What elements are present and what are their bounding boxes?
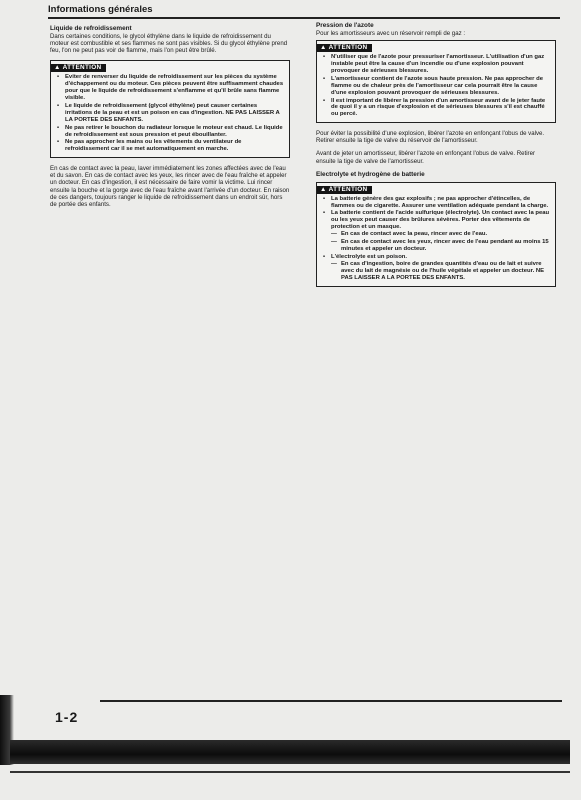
warning-label: ATTENTION (62, 64, 102, 72)
header-rule (48, 17, 560, 19)
page-header-title: Informations générales (48, 4, 153, 15)
valve-paragraph: Pour éviter la possibilité d'une explosion, libérer l'azote en enfonçant l'obus de valve. Retirer ensuite la tige de valve du réservoir de l'amortisseur. (316, 130, 545, 145)
warning-header (317, 44, 372, 52)
battery-section-title: Electrolyte et hydrogène de batterie (316, 170, 425, 178)
coolant-warning-list (55, 74, 285, 153)
battery-warning-item (331, 254, 551, 282)
coolant-warning-item: • Le liquide de refroidissement (glycol éthylène) peut causer certaines irritations de la peau et est un poison en cas d'ingestion. NE PAS LAISSER A LA PORTEE DES ENFANTS. (65, 103, 285, 124)
battery-warning-item-text: L'électrolyte est un poison. (331, 253, 408, 260)
coolant-warning-item: • Eviter de renverser du liquide de refroidissement sur les pièces du système d'échappement ou du moteur. Ces pièces peuvent être suffisamment chaudes pour que le liquide de refroidissement s'enflamme et qu'il brûle sans flamme visible. (65, 74, 285, 102)
nitrogen-warning-item: • N'utiliser que de l'azote pour pressuriser l'amortisseur. L'utilisation d'un gaz instable peut être la cause d'un incendie ou d'une explosion pouvant provoquer de sérieuses blessures. (331, 54, 551, 75)
battery-warning-item-text: La batterie contient de l'acide sulfurique (électrolyte). Un contact avec la peau ou les yeux peut causer des brûlures sévères. Porter des vêtements de protection et un masque. (331, 210, 550, 231)
footer-bottom-rule (10, 771, 570, 773)
right-column (316, 22, 556, 294)
warning-label: ATTENTION (328, 185, 368, 193)
battery-warning-item (331, 210, 551, 252)
battery-warning-sublist (331, 261, 551, 282)
nitrogen-section-title: Pression de l'azote (316, 22, 374, 29)
warning-header (317, 186, 372, 194)
discard-paragraph: Avant de jeter un amortisseur, libérer l'azote en enfonçant l'obus de valve. Retirer ensuite la tige de valve de l'amortisseur. (316, 150, 536, 165)
battery-warning-item: • La batterie génère des gaz explosifs ; ne pas approcher d'étincelles, de flammes ou de cigarette. Assurer une ventilation adéquate pendant la charge. (331, 196, 551, 210)
coolant-warning-item: • Ne pas approcher les mains ou les vêtements du ventilateur de refroidissement car il se met automatiquement en marche. (65, 139, 285, 153)
warning-header (51, 64, 106, 72)
coolant-warning-item: • Ne pas retirer le bouchon du radiateur lorsque le moteur est chaud. Le liquide de refroidissement est sous pression et peut ébouillanter. (65, 125, 285, 139)
nitrogen-warning-item: • L'amortisseur contient de l'azote sous haute pression. Ne pas approcher de flamme ou de chaleur près de l'amortisseur car cela pourrait être la cause d'une explosion pouvant provoquer de sérieuses blessures. (331, 76, 551, 97)
battery-warning-sublist (331, 231, 551, 253)
coolant-paragraph: Dans certaines conditions, le glycol éthylène dans le liquide de refroidissement du moteur est combustible et ses flammes ne sont pas visibles. Si du glycol éthylène prend feu, l'on ne peut pas voir de flamme, mais l'on peut être brûlé. (50, 33, 288, 55)
warning-triangle-icon: ▲ (320, 44, 327, 52)
contact-paragraph: En cas de contact avec la peau, laver immédiatement les zones affectées avec de l'eau et du savon. En cas de contact avec les yeux, les rincer avec de l'eau fraîche et appeler un docteur. En cas d'ingestion, il est nécessaire de faire vomir la victime. Lui rincer ensuite la bouche et la gorge avec de l'eau fraîche avant l'arrivée d'un docteur. En raison de ces dangers, toujours ranger le liquide de refroidissement dans un endroit sûr, hors de portée des enfants. (50, 165, 290, 208)
footer-bar (10, 740, 570, 764)
warning-triangle-icon: ▲ (320, 185, 327, 193)
coolant-warning-box (50, 60, 290, 158)
page-number: 1-2 (55, 709, 79, 725)
warning-label: ATTENTION (328, 44, 368, 52)
battery-warning-list (321, 196, 551, 282)
battery-warning-subitem: — En cas de contact avec les yeux, rincer avec de l'eau pendant au moins 15 minutes et appeler un docteur. (341, 239, 551, 253)
nitrogen-warning-box (316, 40, 556, 123)
battery-warning-subitem: — En cas de contact avec la peau, rincer avec de l'eau. (341, 231, 551, 238)
coolant-section-title: Liquide de refroidissement (50, 25, 132, 32)
footer-rule (100, 700, 562, 702)
left-column (50, 25, 290, 214)
nitrogen-paragraph: Pour les amortisseurs avec un réservoir rempli de gaz : (316, 30, 466, 37)
nitrogen-warning-list (321, 54, 551, 118)
battery-warning-box (316, 182, 556, 287)
nitrogen-warning-item: • Il est important de libérer la pression d'un amortisseur avant de le jeter faute de quoi il y a un risque d'explosion et de sérieuses blessures s'il est chauffé ou percé. (331, 98, 551, 119)
warning-triangle-icon: ▲ (54, 64, 61, 72)
battery-warning-subitem: — En cas d'ingestion, boire de grandes quantités d'eau ou de lait et suivre avec du lait de magnésie ou de l'huile végétale et appeler un docteur. NE PAS LAISSER A LA PORTEE DES ENFANTS. (341, 261, 551, 282)
